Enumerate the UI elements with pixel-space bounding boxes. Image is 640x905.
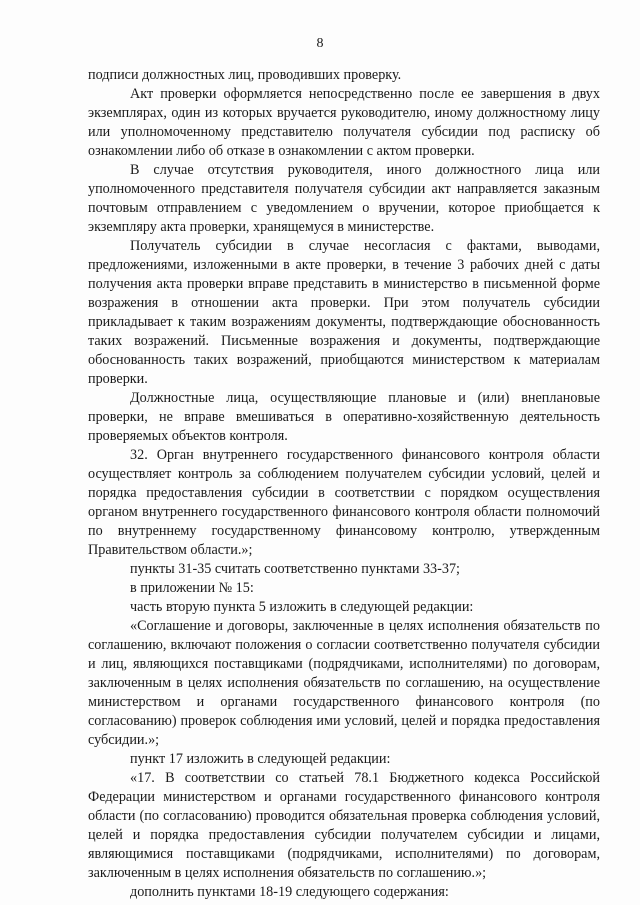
paragraph-4: Получатель субсидии в случае несогласия с фактами, выводами, предложениями, изложенными в акте проверки, в течение 3 рабочих дней с даты получения акта проверки вправе представить в министерство в письменной форме возражения в отношении акта проверки. При этом получатель субсидии прикладывает к таким возражениям документы, подтверждающие обоснованность таких возражений. Письменные возражения и документы, подтверждающие обоснованность таких возражений, приобщаются министерством к материалам проверки. — [88, 238, 600, 387]
paragraph-3: В случае отсутствия руководителя, иного должностного лица или уполномоченного представителя получателя субсидии акт направляется заказным почтовым отправлением с уведомлением о вручении, которое приобщается к экземпляру акта проверки, хранящемуся в министерстве. — [88, 162, 600, 235]
paragraph-10: «Соглашение и договоры, заключенные в целях исполнения обязательств по соглашению, включают положения о согласии соответственно получателя субсидии и лиц, являющихся поставщиками (подрядчиками, исполнителями) по договорам, заключенным в целях исполнения обязательств по соглашению, на осуществление министерством и органами государственного финансового контроля (по согласованию) проверок соблюдения ими условий, целей и порядка предоставления субсидии.»; — [88, 618, 600, 748]
paragraph-5: Должностные лица, осуществляющие плановые и (или) внеплановые проверки, не вправе вмешиваться в оперативно-хозяйственную деятельность проверяемых объектов контроля. — [88, 390, 600, 444]
paragraph-13: дополнить пунктами 18-19 следующего содержания: — [130, 884, 449, 900]
paragraph-7: пункты 31-35 считать соответственно пунктами 33-37; — [130, 561, 461, 577]
paragraph-9: часть вторую пункта 5 изложить в следующей редакции: — [130, 599, 474, 615]
paragraph-11: пункт 17 изложить в следующей редакции: — [130, 751, 391, 767]
paragraph-12: «17. В соответствии со статьей 78.1 Бюджетного кодекса Российской Федерации министерством и органами государственного финансового контроля области (по согласованию) проводится обязательная проверка соблюдения условий, целей и порядка предоставления субсидии получателем субсидии и лицами, являющимися поставщиками (подрядчиками, исполнителями) по договорам, заключенным в целях исполнения обязательств по соглашению.»; — [88, 770, 600, 881]
paragraph-1: подписи должностных лиц, проводивших проверку. — [88, 67, 402, 83]
paragraph-2: Акт проверки оформляется непосредственно после ее завершения в двух экземплярах, один из которых вручается руководителю, иному должностному лицу или уполномоченному представителю получателя субсидии под расписку об ознакомлении либо об отказе в ознакомлении с актом проверки. — [88, 86, 600, 159]
document-body — [88, 66, 600, 902]
paragraph-8: в приложении № 15: — [130, 580, 254, 596]
page-number: 8 — [316, 36, 324, 51]
paragraph-6: 32. Орган внутреннего государственного финансового контроля области осуществляет контроль за соблюдением получателем субсидии условий, целей и порядка предоставления субсидии в соответствии с порядком осуществления органом внутреннего государственного финансового контроля области полномочий по внутреннему государственному финансовому контролю, утвержденным Правительством области.»; — [88, 447, 600, 558]
